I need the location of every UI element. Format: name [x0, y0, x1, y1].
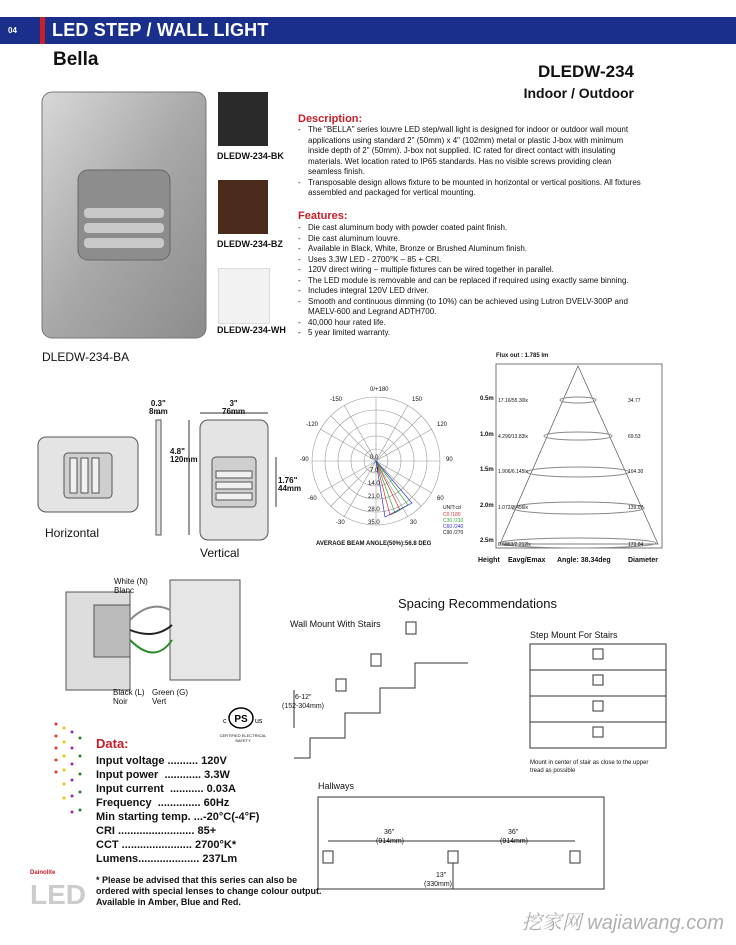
cone-footer: Height — [478, 557, 500, 564]
vertical-label: Vertical — [200, 546, 240, 560]
polar-ring: 14.0 — [368, 481, 380, 487]
polar-legend: C60 /240 — [443, 524, 464, 530]
data-row: CRI ......................... 85+ — [96, 825, 217, 837]
cone-footer: Diameter — [628, 557, 658, 564]
feature-item: - The LED module is removable and can be replaced if required using exactly same binning. — [298, 276, 643, 287]
cone-diagram — [480, 362, 665, 552]
dim-height-mm: 120mm — [170, 455, 198, 464]
product-use: Indoor / Outdoor — [523, 85, 634, 101]
polar-angle: 60 — [437, 496, 444, 502]
cert-text: CERTIFIED ELECTRICAL SAFETY — [219, 733, 267, 743]
polar-angle: 0/+180 — [370, 387, 389, 393]
wire-green: Green (G) — [152, 688, 189, 697]
cone-height: 2.5m — [480, 538, 494, 544]
watermark: 挖家网 wajiawang.com — [521, 912, 724, 934]
polar-angle: -120 — [306, 422, 319, 428]
polar-angle: 150 — [412, 397, 423, 403]
hall-width-2-mm: (914mm) — [500, 838, 529, 845]
svg-text:us: us — [255, 718, 263, 725]
dim-width: 3" — [229, 399, 238, 408]
data-row: Input power ............ 3.3W — [96, 769, 230, 781]
polar-ring: 21.0 — [368, 494, 380, 500]
brand-logo-graphic — [30, 878, 86, 910]
hallway-diagram — [316, 795, 606, 895]
cone-flux: Flux out : 1.785 lm — [496, 353, 549, 359]
polar-legend: C0 /180 — [443, 512, 461, 518]
header-accent — [40, 17, 45, 44]
hall-width-2: 36" — [508, 829, 519, 836]
svg-text:LED: LED — [30, 879, 86, 910]
spacing-title: Spacing Recommendations — [398, 596, 557, 611]
data-row: Lumens.................... 237Lm — [96, 853, 238, 865]
step-mount-label: Step Mount For Stairs — [530, 630, 618, 640]
cone-diameter: 139.07 — [628, 505, 644, 511]
cone-footer: Angle: 38.34deg — [557, 557, 611, 564]
dim-inner: 1.76" — [278, 476, 298, 485]
polar-angle: 120 — [437, 422, 448, 428]
hall-width-1: 36" — [384, 829, 395, 836]
swatch-white — [218, 268, 270, 324]
cone-diameter: 173.84 — [628, 542, 644, 548]
swatch-label-black: DLEDW-234-BK — [217, 151, 284, 161]
dim-depth-mm: 8mm — [149, 407, 168, 416]
data-row: Min starting temp. ...-20°C(-4°F) — [96, 811, 260, 823]
page-title: LED STEP / WALL LIGHT — [52, 20, 269, 40]
feature-item: - Die cast aluminum body with powder coated paint finish. — [298, 223, 643, 234]
polar-legend: C30 /210 — [443, 518, 464, 524]
csa-cert-logo — [217, 706, 267, 736]
polar-caption: AVERAGE BEAM ANGLE(50%):56.8 DEG — [316, 541, 432, 547]
feature-item: - Available in Black, White, Bronze or Brushed Aluminum finish. — [298, 244, 643, 255]
polar-angle: 30 — [410, 520, 417, 526]
dim-width-mm: 76mm — [222, 407, 246, 416]
data-row: Frequency .............. 60Hz — [96, 797, 230, 809]
cone-footer: Eavg/Emax — [508, 557, 546, 564]
dim-depth: 0.3" — [150, 399, 166, 408]
model-number: DLEDW-234 — [537, 62, 634, 81]
features-heading: Features: — [298, 210, 348, 222]
wire-green-fr: Vert — [152, 697, 167, 706]
polar-angle: -90 — [300, 457, 309, 463]
feature-item: - Includes integral 120V LED driver. — [298, 286, 643, 297]
feature-item: - Uses 3.3W LED - 2700°K – 85 + CRI. — [298, 255, 643, 266]
data-row: Input voltage .......... 120V — [96, 755, 227, 767]
feature-item: - 40,000 hour rated life. — [298, 318, 643, 329]
polar-angle: -30 — [336, 520, 345, 526]
description-item: - Transposable design allows fixture to be mounted in horizontal or vertical positions. All fixtures assembled and packaged for vertical mounting. — [298, 178, 643, 199]
feature-item: - 120V direct wiring – multiple fixtures can be wired together in parallel. — [298, 265, 643, 276]
data-row: CCT ....................... 2700°K* — [96, 839, 237, 851]
swatch-black — [218, 92, 268, 146]
horizontal-label: Horizontal — [45, 526, 100, 540]
wall-gap-mm: (152-304mm) — [282, 703, 325, 710]
description-heading: Description: — [298, 113, 363, 125]
wiring-diagram — [60, 570, 250, 700]
cone-eavg: 0.6863/2.212lx — [498, 542, 531, 548]
brand-logo: Dainolite — [30, 870, 56, 876]
polar-angle: 90 — [446, 457, 453, 463]
wire-black-fr: Noir — [113, 697, 128, 706]
description-list — [298, 125, 643, 199]
data-note: * Please be advised that this series can also be ordered with special lenses to change colour output. Available in Amber, Blue and Red. — [96, 875, 322, 907]
header-bar — [0, 17, 736, 44]
decorative-dots — [52, 718, 92, 888]
cone-height: 0.5m — [480, 396, 494, 402]
cone-eavg: 1.072/3.456lx — [498, 505, 529, 511]
hall-height-mm: (330mm) — [424, 881, 453, 888]
feature-item: - 5 year limited warranty. — [298, 328, 643, 339]
wall-mount-diagram — [290, 618, 470, 768]
cone-eavg: 4.290/13.83lx — [498, 434, 529, 440]
hall-width-1-mm: (914mm) — [376, 838, 405, 845]
hallways-label: Hallways — [318, 781, 355, 791]
svg-text:PS: PS — [234, 714, 248, 725]
step-mount-diagram — [528, 642, 668, 757]
wire-black: Black (L) — [113, 688, 145, 697]
polar-ring: 35.0 — [368, 520, 380, 526]
swatch-bronze — [218, 180, 268, 234]
polar-angle: -150 — [330, 397, 343, 403]
description-item: - The "BELLA" series louvre LED step/wall light is designed for indoor or outdoor wall mount applications using standard 2" (50mm) x 4" (102mm) metal or plastic J-box with minimum inside depth of 2" (50mm). J-box not supplied. IC rated for direct contact with insulating materials. Wet location rated to IP65 standards. Has no visible screws providing clean seamless finish. — [298, 125, 643, 178]
cone-height: 2.0m — [480, 503, 494, 509]
polar-angle: -60 — [308, 496, 317, 502]
feature-item: - Die cast aluminum louvre. — [298, 234, 643, 245]
polar-legend: C90 /270 — [443, 530, 464, 536]
wire-white: White (N) — [114, 577, 148, 586]
wire-white-fr: Blanc — [114, 586, 135, 595]
dim-height: 4.8" — [170, 447, 185, 456]
data-heading: Data: — [96, 736, 129, 751]
cone-diameter: 104.30 — [628, 469, 644, 475]
polar-ring: 28.0 — [368, 507, 380, 513]
cone-eavg: 1.906/6.145lx — [498, 469, 529, 475]
wall-mount-label: Wall Mount With Stairs — [290, 619, 381, 629]
product-image — [40, 90, 210, 340]
cone-diameter: 69.53 — [628, 434, 641, 440]
feature-item: - Smooth and continuous dimming (to 10%) can be achieved using Lutron DVELV-300P and MAELV-600 and Legrand ADTH700. — [298, 297, 643, 318]
wall-gap: 6-12" — [295, 694, 312, 701]
polar-ring: 7.0 — [370, 468, 379, 474]
cone-height: 1.5m — [480, 467, 494, 473]
cone-eavg: 17.16/55.30lx — [498, 398, 529, 404]
svg-text:c: c — [223, 718, 227, 725]
data-row: Input current ........... 0.03A — [96, 783, 236, 795]
swatch-label-bronze: DLEDW-234-BZ — [217, 239, 283, 249]
product-name: Bella — [53, 49, 99, 70]
page-number: 04 — [8, 26, 17, 35]
main-model-label: DLEDW-234-BA — [42, 350, 130, 364]
dim-inner-mm: 44mm — [278, 484, 302, 493]
cone-height: 1.0m — [480, 432, 494, 438]
swatch-label-white: DLEDW-234-WH — [217, 325, 286, 335]
cone-diameter: 34.77 — [628, 398, 641, 404]
step-note: Mount in center of stair as close to the upper tread as possible — [530, 760, 649, 774]
features-list — [298, 223, 643, 339]
polar-unit: UNIT:cd — [443, 505, 461, 511]
polar-ring: 0.0 — [370, 455, 379, 461]
hall-height: 13" — [436, 872, 447, 879]
